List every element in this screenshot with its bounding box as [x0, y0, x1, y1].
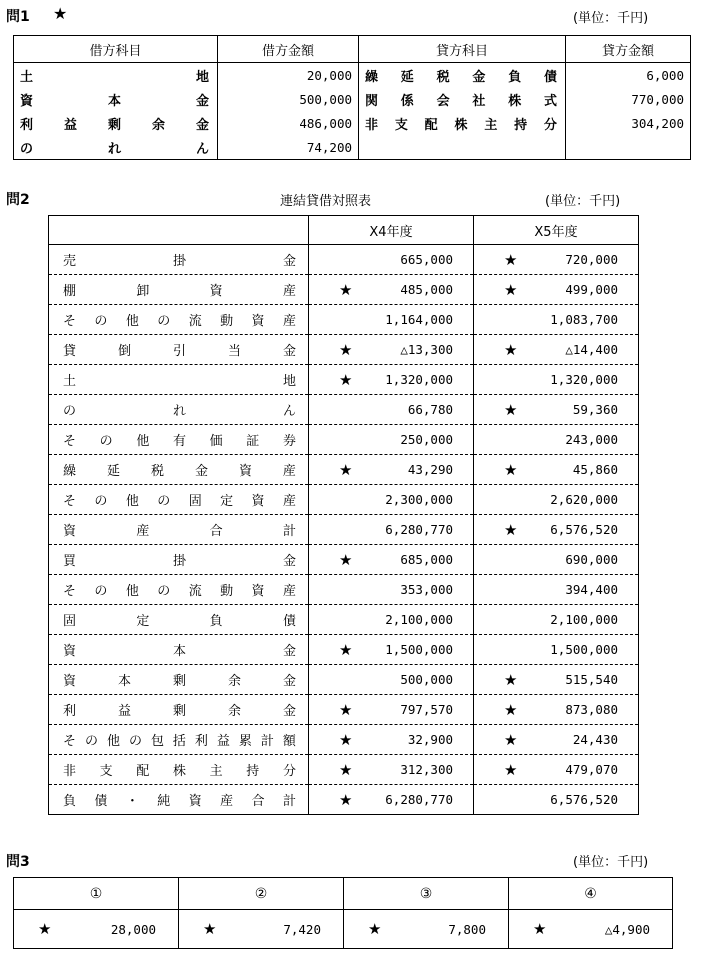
- q2-x5-cell: [474, 341, 638, 359]
- q2-row: [49, 485, 639, 515]
- q1-debit-account: 土 地: [20, 69, 209, 85]
- q2-x5-cell: [474, 492, 638, 507]
- star-mark: ★: [339, 700, 353, 719]
- q1-debit-account: 資 本 金: [20, 93, 209, 109]
- q2-item-label: 資 本 金: [63, 644, 296, 659]
- q1-header: 借方科目: [14, 36, 218, 63]
- q2-x5-cell: [474, 552, 638, 567]
- q2-x4-cell: [309, 522, 473, 537]
- q3-answer-table: [13, 877, 673, 949]
- q2-x4-cell: [309, 281, 473, 299]
- q2-x4-cell: [309, 252, 473, 267]
- q2-x4-cell: [309, 731, 473, 749]
- q2-x5-value: 2,620,000: [550, 492, 618, 507]
- q2-x4-value: 665,000: [400, 252, 453, 267]
- q2-x5-cell: [474, 792, 638, 807]
- q1-header: 貸方金額: [566, 36, 691, 63]
- q2-x5-value: 394,400: [565, 582, 618, 597]
- q3-answer-cell: [179, 920, 343, 938]
- q2-x5-cell: [474, 461, 638, 479]
- q2-label: 問2: [6, 192, 30, 208]
- star-mark: ★: [504, 250, 518, 269]
- q3-label: 問3: [6, 854, 30, 870]
- q1-star-mark: ★: [53, 4, 68, 23]
- q2-x4-cell: [309, 612, 473, 627]
- q2-unit: (単位：千円): [545, 194, 621, 209]
- q2-x5-cell: [474, 731, 638, 749]
- q1-label: 問1: [6, 9, 30, 25]
- q3-header: ①: [14, 878, 179, 910]
- q2-x4-cell: [309, 761, 473, 779]
- q2-x4-cell: [309, 341, 473, 359]
- q2-row: [49, 695, 639, 725]
- q2-row: [49, 725, 639, 755]
- q2-row: [49, 305, 639, 335]
- q2-x5-value: 243,000: [565, 432, 618, 447]
- q2-item-label: 資 本 剰 余 金: [63, 674, 296, 689]
- q2-row: [49, 545, 639, 575]
- q2-row: [49, 425, 639, 455]
- q1-credit-amount: 304,200: [566, 111, 691, 135]
- q2-x4-cell: [309, 312, 473, 327]
- q2-x5-value: 1,500,000: [550, 642, 618, 657]
- q2-x5-value: △14,400: [565, 342, 618, 357]
- star-mark: ★: [504, 670, 518, 689]
- star-mark: ★: [339, 640, 353, 659]
- q2-x4-cell: [309, 551, 473, 569]
- q2-item-label: 棚 卸 資 産: [63, 284, 296, 299]
- q2-x4-value: 6,280,770: [385, 792, 453, 807]
- star-mark: ★: [339, 790, 353, 809]
- q1-header: 貸方科目: [359, 36, 566, 63]
- q2-item-label: そ の 他 の 流 動 資 産: [63, 584, 296, 599]
- q2-row: [49, 635, 639, 665]
- q1-unit: (単位：千円): [573, 11, 649, 26]
- q1-header: 借方金額: [218, 36, 359, 63]
- q3-header: ②: [179, 878, 344, 910]
- q2-row: [49, 245, 639, 275]
- q2-x5-cell: [474, 251, 638, 269]
- q1-debit-amount: 20,000: [218, 63, 359, 88]
- q2-item-label: 買 掛 金: [63, 554, 296, 569]
- q2-item-label: 繰 延 税 金 資 産: [63, 464, 296, 479]
- q1-credit-amount: 770,000: [566, 87, 691, 111]
- q2-x5-cell: [474, 312, 638, 327]
- star-mark: ★: [504, 760, 518, 779]
- q2-x5-value: 6,576,520: [550, 522, 618, 537]
- q2-x4-cell: [309, 672, 473, 687]
- q1-credit-account: 関 係 会 社 株 式: [365, 93, 557, 109]
- q1-credit-account: 非 支 配 株 主 持 分: [365, 117, 557, 133]
- q2-x5-value: 1,083,700: [550, 312, 618, 327]
- q2-header-x5: X5年度: [474, 216, 639, 245]
- q2-item-label: 土 地: [63, 374, 296, 389]
- star-mark: ★: [339, 370, 353, 389]
- q2-item-label: の れ ん: [63, 404, 296, 419]
- q2-item-label: 売 掛 金: [63, 254, 296, 269]
- star-mark: ★: [339, 730, 353, 749]
- q1-debit-amount: 486,000: [218, 111, 359, 135]
- q2-x4-cell: [309, 791, 473, 809]
- q2-x4-cell: [309, 402, 473, 417]
- q2-row: [49, 665, 639, 695]
- q1-credit-amount: 6,000: [566, 63, 691, 88]
- q2-x5-value: 515,540: [565, 672, 618, 687]
- q3-answer-value: △4,900: [604, 921, 650, 937]
- q2-row: [49, 515, 639, 545]
- q2-item-label: 利 益 剰 余 金: [63, 704, 296, 719]
- q2-x5-cell: [474, 582, 638, 597]
- q2-item-label: そ の 他 の 固 定 資 産: [63, 494, 296, 509]
- star-mark: ★: [339, 550, 353, 569]
- q1-row: [14, 135, 691, 160]
- q3-answer-value: 7,420: [283, 921, 321, 937]
- star-mark: ★: [339, 460, 353, 479]
- q2-row: [49, 335, 639, 365]
- star-mark: ★: [339, 280, 353, 299]
- q2-item-label: 貸 倒 引 当 金: [63, 344, 296, 359]
- q2-x4-value: 1,164,000: [385, 312, 453, 327]
- q2-x5-value: 690,000: [565, 552, 618, 567]
- q2-x5-value: 59,360: [572, 402, 618, 417]
- q2-x5-value: 2,100,000: [550, 612, 618, 627]
- star-mark: ★: [203, 920, 217, 938]
- q2-row: [49, 275, 639, 305]
- q2-header-x4: X4年度: [309, 216, 474, 245]
- q2-x5-value: 1,320,000: [550, 372, 618, 387]
- q3-answer-value: 7,800: [448, 921, 486, 937]
- q2-x4-cell: [309, 582, 473, 597]
- q2-x4-value: 312,300: [400, 762, 453, 777]
- star-mark: ★: [504, 340, 518, 359]
- q1-credit-account: 繰 延 税 金 負 債: [365, 69, 557, 85]
- q2-row: [49, 785, 639, 815]
- q2-item-label: そ の 他 の 包 括 利 益 累 計 額: [63, 734, 296, 749]
- star-mark: ★: [339, 340, 353, 359]
- q3-answer-value: 28,000: [110, 921, 156, 937]
- q2-x5-cell: [474, 372, 638, 387]
- q2-x4-cell: [309, 701, 473, 719]
- q2-x5-value: 479,070: [565, 762, 618, 777]
- q2-x4-value: 485,000: [400, 282, 453, 297]
- star-mark: ★: [339, 760, 353, 779]
- star-mark: ★: [504, 460, 518, 479]
- q2-x5-cell: [474, 401, 638, 419]
- q2-x5-cell: [474, 701, 638, 719]
- q2-x5-value: 499,000: [565, 282, 618, 297]
- q2-x4-value: 2,300,000: [385, 492, 453, 507]
- q2-x5-cell: [474, 671, 638, 689]
- q2-row: [49, 455, 639, 485]
- q2-x5-cell: [474, 521, 638, 539]
- q1-debit-amount: 74,200: [218, 135, 359, 160]
- q2-x4-cell: [309, 641, 473, 659]
- q2-x4-cell: [309, 492, 473, 507]
- q2-row: [49, 575, 639, 605]
- q2-x4-value: 250,000: [400, 432, 453, 447]
- q2-x4-value: 66,780: [407, 402, 453, 417]
- q3-unit: (単位：千円): [573, 855, 649, 870]
- q1-credit-amount: [566, 135, 691, 160]
- q2-row: [49, 395, 639, 425]
- q2-x5-cell: [474, 612, 638, 627]
- q2-x4-value: △13,300: [400, 342, 453, 357]
- q2-x4-value: 685,000: [400, 552, 453, 567]
- q2-x5-cell: [474, 642, 638, 657]
- q3-answer-cell: [509, 920, 672, 938]
- q2-x4-value: 1,320,000: [385, 372, 453, 387]
- q2-x5-value: 45,860: [572, 462, 618, 477]
- q2-x4-value: 1,500,000: [385, 642, 453, 657]
- star-mark: ★: [38, 920, 52, 938]
- q1-row: [14, 87, 691, 111]
- q1-debit-account: 利 益 剰 余 金: [20, 117, 209, 133]
- q2-item-label: そ の 他 の 流 動 資 産: [63, 314, 296, 329]
- q1-debit-amount: 500,000: [218, 87, 359, 111]
- q2-x4-value: 43,290: [407, 462, 453, 477]
- q2-x5-cell: [474, 761, 638, 779]
- q1-journal-table: [13, 35, 691, 160]
- q3-header: ④: [509, 878, 673, 910]
- q2-item-label: 負 債 ・ 純 資 産 合 計: [63, 794, 296, 809]
- q2-x4-value: 500,000: [400, 672, 453, 687]
- q2-x4-value: 797,570: [400, 702, 453, 717]
- q2-x5-cell: [474, 281, 638, 299]
- q2-item-label: 固 定 負 債: [63, 614, 296, 629]
- q2-x4-value: 6,280,770: [385, 522, 453, 537]
- q2-item-label: 資 産 合 計: [63, 524, 296, 539]
- q1-debit-account: の れ ん: [20, 141, 209, 157]
- star-mark: ★: [504, 280, 518, 299]
- q2-x4-value: 2,100,000: [385, 612, 453, 627]
- q2-x4-cell: [309, 371, 473, 389]
- q2-x4-value: 32,900: [407, 732, 453, 747]
- star-mark: ★: [368, 920, 382, 938]
- q2-x4-cell: [309, 432, 473, 447]
- q3-answer-cell: [14, 920, 178, 938]
- q2-row: [49, 605, 639, 635]
- star-mark: ★: [504, 520, 518, 539]
- q2-x5-cell: [474, 432, 638, 447]
- star-mark: ★: [504, 400, 518, 419]
- q2-header: [49, 216, 309, 245]
- q2-row: [49, 365, 639, 395]
- q2-item-label: 非 支 配 株 主 持 分: [63, 764, 296, 779]
- star-mark: ★: [504, 730, 518, 749]
- q2-balance-sheet-table: [48, 215, 639, 815]
- q2-item-label: そ の 他 有 価 証 券: [63, 434, 296, 449]
- q2-x5-value: 720,000: [565, 252, 618, 267]
- q2-x4-value: 353,000: [400, 582, 453, 597]
- q2-title: 連結貸借対照表: [280, 194, 372, 209]
- q3-answer-cell: [344, 920, 508, 938]
- q3-header: ③: [344, 878, 509, 910]
- q2-x5-value: 873,080: [565, 702, 618, 717]
- q2-row: [49, 755, 639, 785]
- q1-row: [14, 111, 691, 135]
- q2-x5-value: 6,576,520: [550, 792, 618, 807]
- q2-x5-value: 24,430: [572, 732, 618, 747]
- q2-x4-cell: [309, 461, 473, 479]
- star-mark: ★: [533, 920, 547, 938]
- star-mark: ★: [504, 700, 518, 719]
- q1-row: [14, 63, 691, 88]
